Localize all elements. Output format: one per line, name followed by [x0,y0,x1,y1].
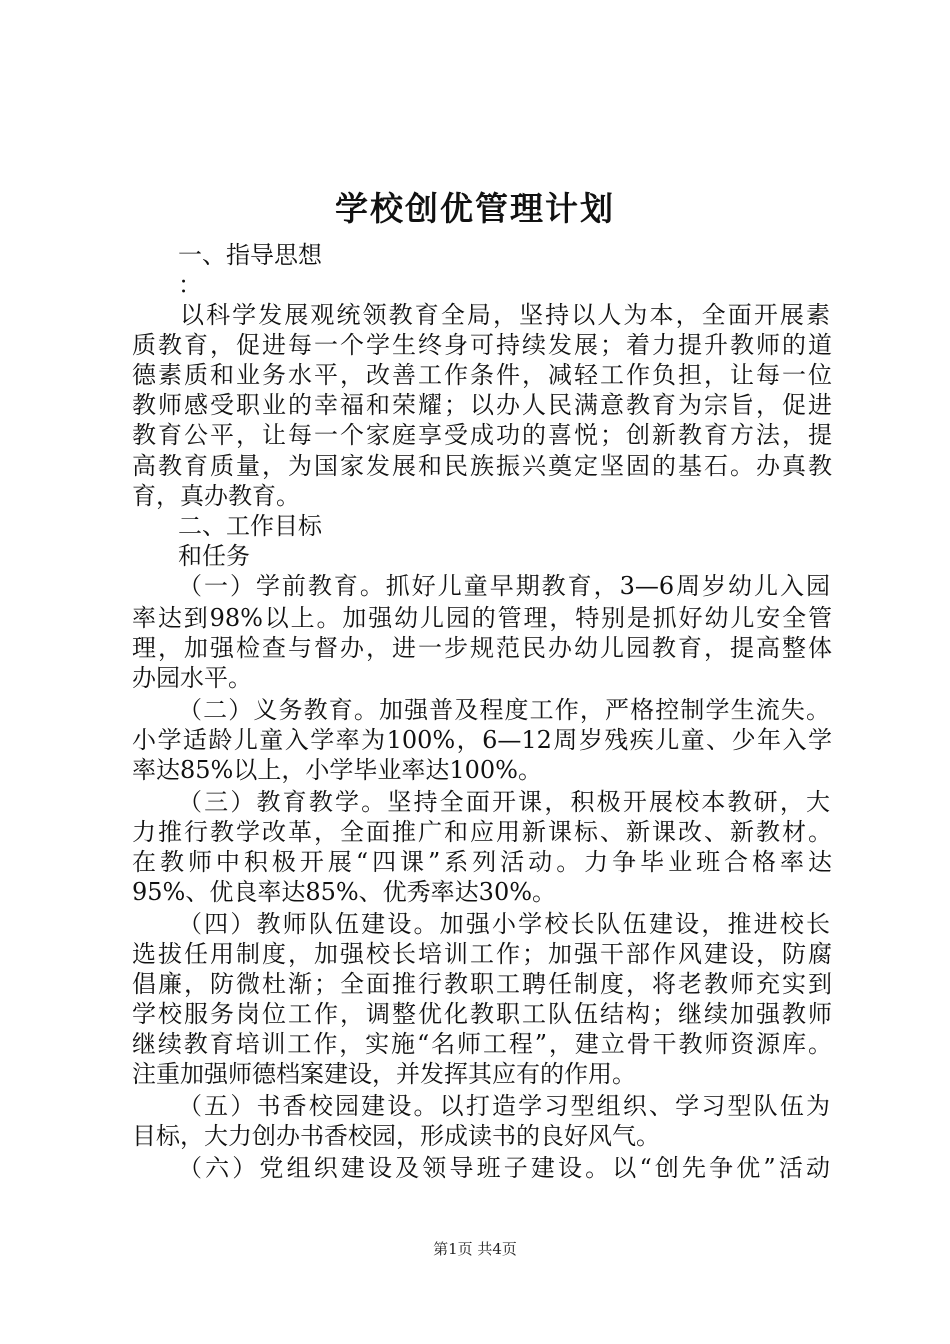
section-heading-2: 二、工作目标 [178,512,322,540]
paragraph-line: 率达到98%以上。加强幼儿园的管理，特别是抓好幼儿安全管 [132,604,832,632]
paragraph-line: 选拔任用制度，加强校长培训工作；加强干部作风建设，防腐 [132,940,832,968]
paragraph-line: 质教育，促进每一个学生终身可持续发展；着力提升教师的道 [132,331,832,359]
paragraph-line: （六）党组织建设及领导班子建设。以“创先争优”活动 [178,1154,830,1182]
paragraph-line: 教师感受职业的幸福和荣耀；以办人民满意教育为宗旨，促进 [132,391,832,419]
paragraph-line: 注重加强师德档案建设，并发挥其应有的作用。 [132,1060,636,1088]
paragraph-line: （五）书香校园建设。以打造学习型组织、学习型队伍为 [178,1092,830,1120]
document-title: 学校创优管理计划 [335,189,615,228]
paragraph-line: 以科学发展观统领教育全局，坚持以人为本，全面开展素 [180,301,830,329]
section-heading-2-cont: 和任务 [178,542,250,570]
paragraph-line: 95%、优良率达85%、优秀率达30%。 [132,878,557,906]
page-number-footer: 第1页 共4页 [433,1240,517,1258]
paragraph-line: （二）义务教育。加强普及程度工作，严格控制学生流失。 [178,696,830,724]
section-heading-1: 一、指导思想 [178,241,322,269]
paragraph-line: 教育公平，让每一个家庭享受成功的喜悦；创新教育方法，提 [132,421,832,449]
paragraph-line: 理，加强检查与督办，进一步规范民办幼儿园教育，提高整体 [132,634,832,662]
paragraph-line: 学校服务岗位工作，调整优化教职工队伍结构；继续加强教师 [132,1000,832,1028]
paragraph-line: 小学适龄儿童入学率为100%，6—12周岁残疾儿童、少年入学 [132,726,832,754]
paragraph-line: 力推行教学改革，全面推广和应用新课标、新课改、新教材。 [132,818,832,846]
paragraph-line: 目标，大力创办书香校园，形成读书的良好风气。 [132,1122,660,1150]
paragraph-line: 在教师中积极开展“四课”系列活动。力争毕业班合格率达 [132,848,832,876]
text-line: ： [178,271,202,299]
paragraph-line: 办园水平。 [132,664,252,692]
paragraph-line: （三）教育教学。坚持全面开课，积极开展校本教研，大 [178,788,830,816]
paragraph-line: 倡廉，防微杜渐；全面推行教职工聘任制度，将老教师充实到 [132,970,832,998]
paragraph-line: 继续教育培训工作，实施“名师工程”，建立骨干教师资源库。 [132,1030,832,1058]
paragraph-line: 高教育质量，为国家发展和民族振兴奠定坚固的基石。办真教 [132,452,832,480]
paragraph-line: 率达85%以上，小学毕业率达100%。 [132,756,542,784]
paragraph-line: 育，真办教育。 [132,482,300,510]
paragraph-line: 德素质和业务水平，改善工作条件，减轻工作负担，让每一位 [132,361,832,389]
paragraph-line: （四）教师队伍建设。加强小学校长队伍建设，推进校长 [178,910,830,938]
paragraph-line: （一）学前教育。抓好儿童早期教育，3—6周岁幼儿入园 [178,572,830,600]
